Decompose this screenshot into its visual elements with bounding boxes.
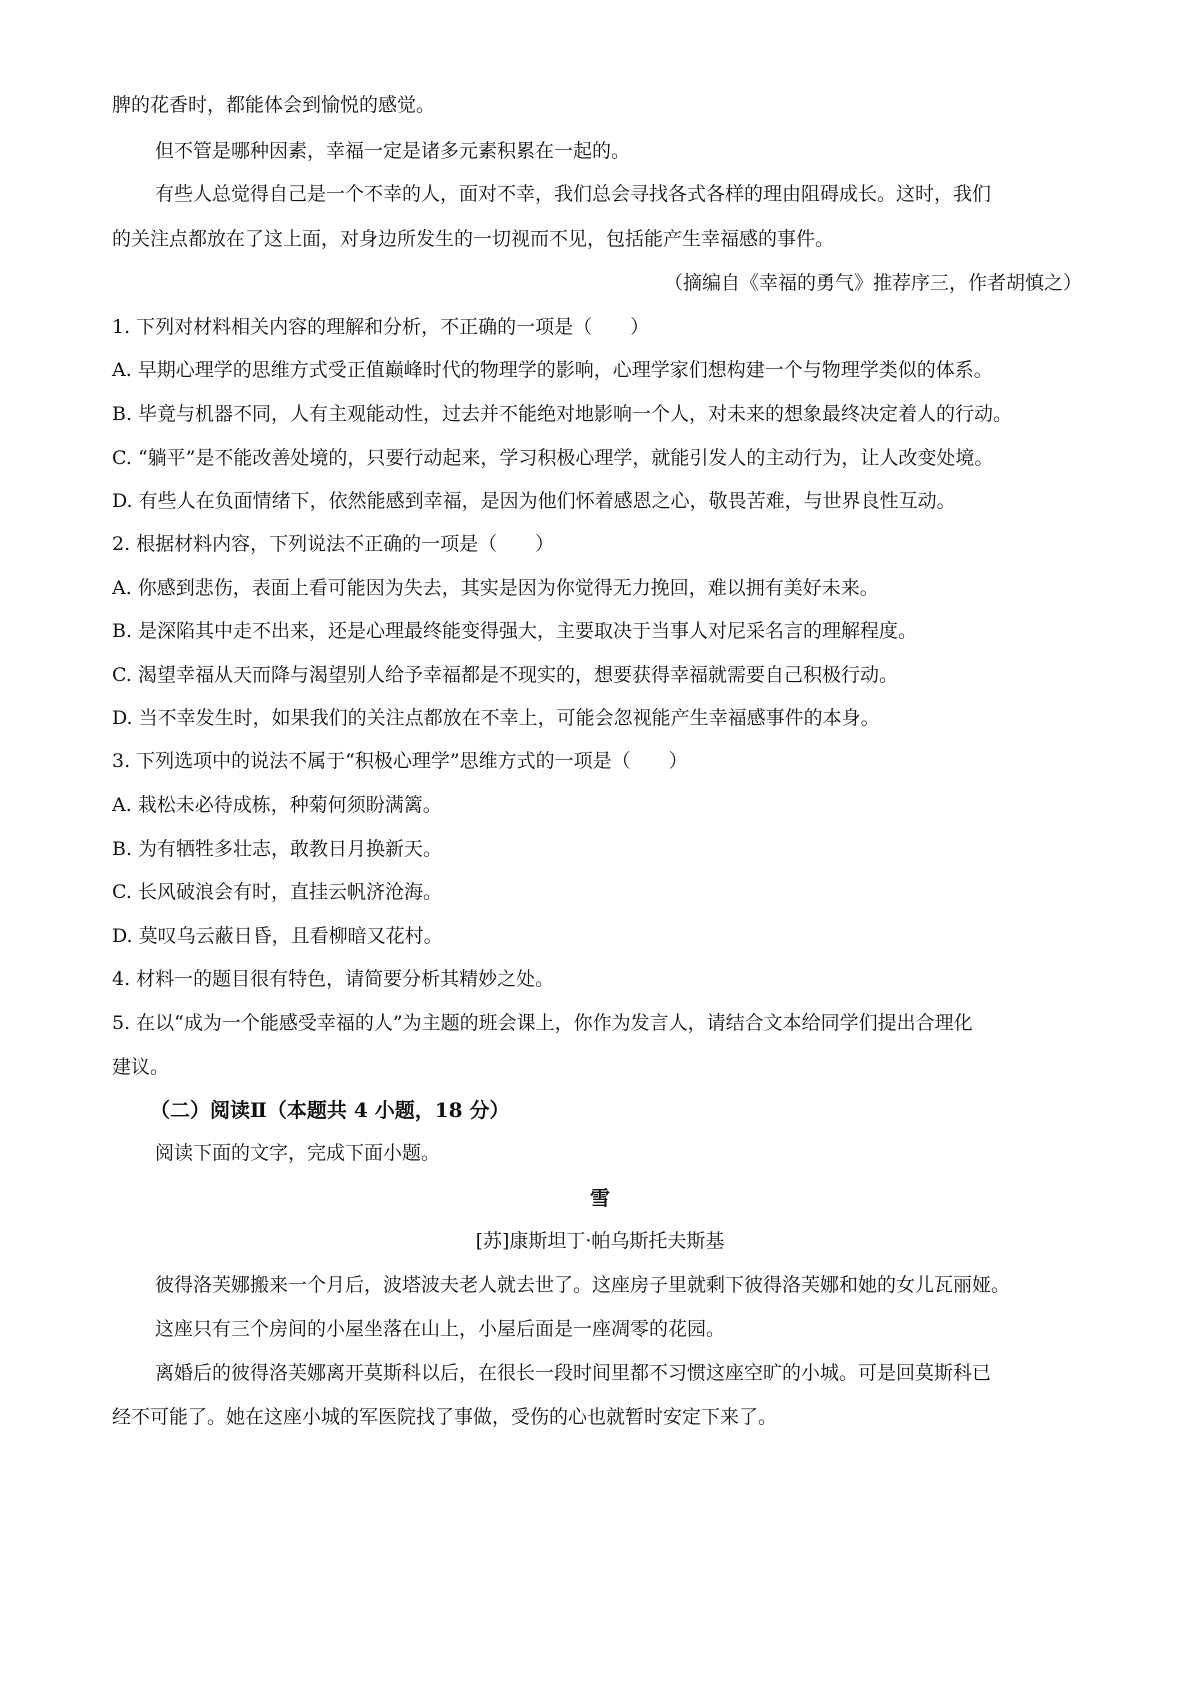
- story-paragraph: 这座只有三个房间的小屋坐落在山上，小屋后面是一座凋零的花园。: [155, 1318, 726, 1340]
- answer-option: A. 你感到悲伤，表面上看可能因为失去，其实是因为你觉得无力挽回，难以拥有美好未来。: [112, 577, 879, 599]
- answer-option: D. 有些人在负面情绪下，依然能感到幸福，是因为他们怀着感恩之心，敬畏苦难，与世界良性互动。: [112, 490, 956, 512]
- paragraph: 但不管是哪种因素，幸福一定是诸多元素积累在一起的。: [155, 140, 631, 162]
- instruction-text: 阅读下面的文字，完成下面小题。: [155, 1142, 441, 1164]
- section-heading: （二）阅读Ⅱ（本题共 4 小题，18 分）: [150, 1098, 510, 1122]
- answer-option: C. 长风破浪会有时，直挂云帆济沧海。: [112, 881, 442, 903]
- answer-option: B. 是深陷其中走不出来，还是心理最终能变得强大，主要取决于当事人对尼采名言的理解程度。: [112, 620, 918, 642]
- question-stem: 1. 下列对材料相关内容的理解和分析，不正确的一项是（ ）: [112, 316, 650, 338]
- source-citation: （摘编自《幸福的勇气》推荐序三，作者胡慎之）: [663, 272, 1082, 294]
- story-author: [苏]康斯坦丁·帕乌斯托夫斯基: [475, 1230, 725, 1252]
- answer-option: A. 早期心理学的思维方式受正值巅峰时代的物理学的影响，心理学家们想构建一个与物理学类似的体系。: [112, 359, 993, 381]
- question-stem-continuation: 建议。: [112, 1056, 170, 1078]
- answer-option: A. 栽松未必待成栋，种菊何须盼满篱。: [112, 794, 442, 816]
- question-stem: 3. 下列选项中的说法不属于“积极心理学”思维方式的一项是（ ）: [112, 750, 688, 772]
- answer-option: B. 毕竟与机器不同，人有主观能动性，过去并不能绝对地影响一个人，对未来的想象最终决定着人的行动。: [112, 403, 1013, 425]
- question-stem: 5. 在以“成为一个能感受幸福的人”为主题的班会课上，你作为发言人，请结合文本给同学们提出合理化: [112, 1012, 973, 1034]
- question-stem: 2. 根据材料内容，下列说法不正确的一项是（ ）: [112, 533, 555, 555]
- answer-option: D. 当不幸发生时，如果我们的关注点都放在不幸上，可能会忽视能产生幸福感事件的本身。: [112, 707, 880, 729]
- story-paragraph: 离婚后的彼得洛芙娜离开莫斯科以后，在很长一段时间里都不习惯这座空旷的小城。可是回莫斯科已: [155, 1362, 992, 1384]
- answer-option: C. 渴望幸福从天而降与渴望别人给予幸福都是不现实的，想要获得幸福就需要自己积极行动。: [112, 664, 898, 686]
- paragraph: 有些人总觉得自己是一个不幸的人，面对不幸，我们总会寻找各式各样的理由阻碍成长。这时，我们: [155, 183, 992, 205]
- story-paragraph: 彼得洛芙娜搬来一个月后，波塔波夫老人就去世了。这座房子里就剩下彼得洛芙娜和她的女儿瓦丽娅。: [155, 1274, 1011, 1296]
- story-paragraph-continuation: 经不可能了。她在这座小城的军医院找了事做，受伤的心也就暂时安定下来了。: [112, 1406, 778, 1428]
- story-title: 雪: [590, 1186, 610, 1210]
- paragraph-continuation: 的关注点都放在了这上面，对身边所发生的一切视而不见，包括能产生幸福感的事件。: [112, 228, 835, 250]
- answer-option: C. “躺平”是不能改善处境的，只要行动起来，学习积极心理学，就能引发人的主动行为，让人改变处境。: [112, 447, 994, 469]
- answer-option: B. 为有牺牲多壮志，敢教日月换新天。: [112, 838, 443, 860]
- question-stem: 4. 材料一的题目很有特色，请简要分析其精妙之处。: [112, 968, 555, 990]
- answer-option: D. 莫叹乌云蔽日昏，且看柳暗又花村。: [112, 925, 443, 947]
- paragraph-continuation: 脾的花香时，都能体会到愉悦的感觉。: [112, 94, 436, 116]
